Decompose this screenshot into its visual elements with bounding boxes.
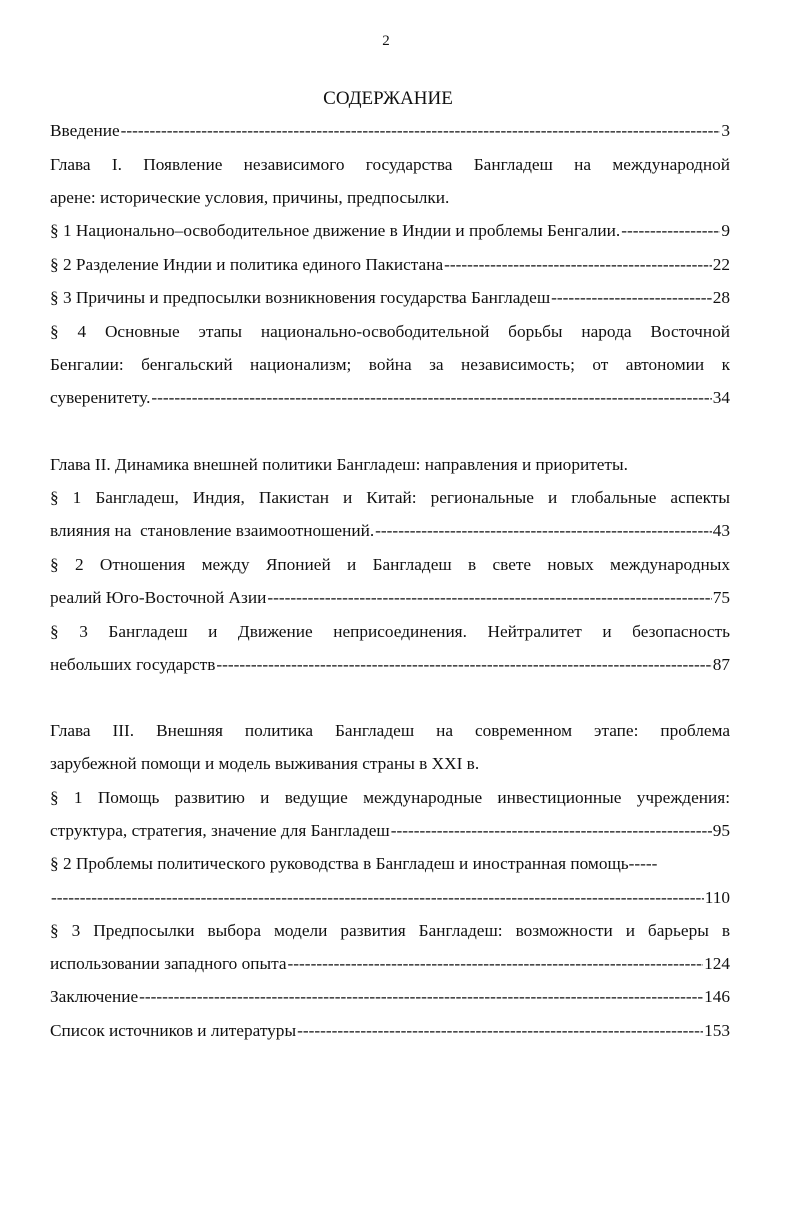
toc-page-number: 3 [721,121,730,140]
page-number: 2 [382,33,390,49]
leader-dots [151,386,711,410]
page-title: СОДЕРЖАНИЕ [323,88,453,109]
toc-page-number: 153 [704,1021,730,1040]
leader-dots [139,985,703,1009]
toc-page-number: 28 [712,288,730,307]
leader-dots [51,886,704,910]
toc-entry-ch1-s1: § 1 Национально–освободительное движение в Индии и проблемы Бенгалии. ----- 9 [50,219,730,243]
toc-page-number: 75 [712,588,730,607]
toc-page-number: 22 [712,255,730,274]
toc-entry-ch2-s3-end: небольших государств ----- 87 [50,653,730,677]
toc-entry-ch2-s1-end: влияния на становление взаимоотношений. ----- 43 [50,519,730,543]
toc-entry-intro: Введение ----- 3 [50,119,730,143]
toc-entry-ch3-s3-end: использовании западного опыта ----- 124 [50,952,730,976]
leader-dots [121,119,721,143]
toc-entry-ch3-s3: § 3 Предпосылки выбора модели развития Бангладеш: возможности и барьеры в [50,921,730,940]
toc-entry-ch1-s3: § 3 Причины и предпосылки возникновения государства Бангладеш ----- 28 [50,286,730,310]
leader-dots [375,519,712,543]
toc-page-number: 9 [721,221,730,240]
toc-chapter-2-heading: Глава II. Динамика внешней политики Бангладеш: направления и приоритеты. [50,455,628,474]
toc-page-number: 34 [712,388,730,407]
toc-entry-ch2-s3: § 3 Бангладеш и Движение неприсоединения. Нейтралитет и безопасность [50,622,730,641]
toc-entry-ch3-s1-end: структура, стратегия, значение для Бангладеш ----- 95 [50,819,730,843]
leader-dots [267,586,711,610]
leader-dots [621,219,720,243]
toc-entry-sources: Список источников и литературы ----- 153 [50,1019,730,1043]
toc-entry-ch1-s4-end: суверенитету. ----- 34 [50,386,730,410]
toc-entry-ch2-s2-end: реалий Юго-Восточной Азии ----- 75 [50,586,730,610]
leader-dots [444,253,712,277]
toc-page-number: 146 [704,987,730,1006]
toc-chapter-3-heading-cont: зарубежной помощи и модель выживания страны в XXI в. [50,754,480,773]
toc-chapter-3-heading: Глава III. Внешняя политика Бангладеш на современном этапе: проблема [50,721,730,740]
toc-entry-ch1-s4-cont: Бенгалии: бенгальский национализм; война за независимость; от автономии к [50,355,730,374]
leader-dots [391,819,712,843]
toc-page-number: 124 [704,954,730,973]
toc-entry-ch3-s2: § 2 Проблемы политического руководства в Бангладеш и иностранная помощь----- [50,854,658,873]
toc-page-number: 87 [712,655,730,674]
leader-dots [216,653,711,677]
toc-entry-ch1-s2: § 2 Разделение Индии и политика единого Пакистана ----- 22 [50,253,730,277]
leader-dots [551,286,712,310]
toc-page-number: 95 [712,821,730,840]
toc-entry-ch2-s2: § 2 Отношения между Японией и Бангладеш в свете новых международных [50,555,730,574]
toc-chapter-1-heading-cont: арене: исторические условия, причины, предпосылки. [50,188,450,207]
toc-entry-ch3-s2-end [50,886,730,910]
toc-entry-conclusion: Заключение ----- 146 [50,985,730,1009]
leader-dots [297,1019,703,1043]
toc-page-number: 43 [712,521,730,540]
leader-dots [288,952,704,976]
toc-entry-ch2-s1: § 1 Бангладеш, Индия, Пакистан и Китай: региональные и глобальные аспекты [50,488,730,507]
toc-entry-ch1-s4: § 4 Основные этапы национально-освободительной борьбы народа Восточной [50,322,730,341]
toc-chapter-1-heading: Глава I. Появление независимого государства Бангладеш на международной [50,155,730,174]
toc-entry-ch3-s1: § 1 Помощь развитию и ведущие международные инвестиционные учреждения: [50,788,730,807]
toc-page-number: 110 [704,888,730,907]
